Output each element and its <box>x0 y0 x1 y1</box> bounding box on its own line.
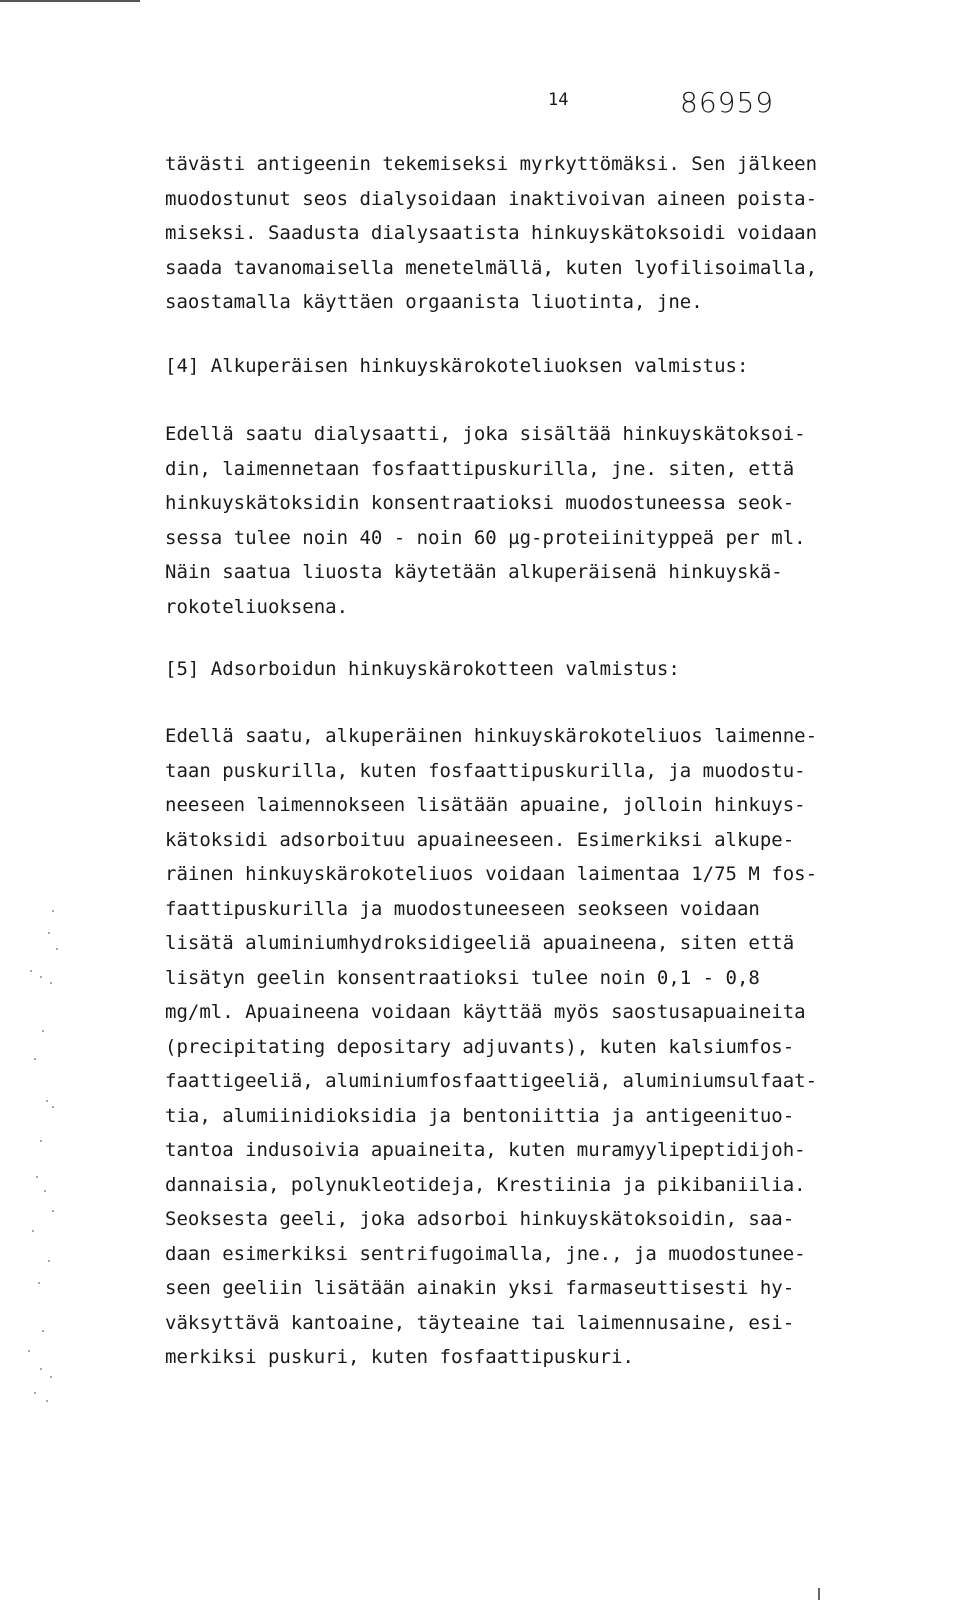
scan-margin-specks <box>22 910 62 1410</box>
document-number: 86959 <box>680 86 775 119</box>
section-heading-4: [4] Alkuperäisen hinkuyskärokoteliuoksen valmistus: <box>165 355 749 377</box>
scan-bottom-mark <box>818 1588 820 1600</box>
page-number: 14 <box>548 90 569 110</box>
section-heading-5: [5] Adsorboidun hinkuyskärokotteen valmistus: <box>165 658 680 680</box>
scan-top-rule <box>0 0 140 2</box>
body-paragraph-1: tävästi antigeenin tekemiseksi myrkyttömäksi. Sen jälkeen muodostunut seos dialysoidaan inaktivoivan aineen poista- miseksi. Saadusta dialysaatista hinkuyskätoksoidi voidaan saada tavanomaisella menetelmällä, kuten lyofilisoimalla, saostamalla käyttäen orgaanista liuotinta, jne. <box>165 153 818 313</box>
body-paragraph-4: Edellä saatu dialysaatti, joka sisältää hinkuyskätoksoi- din, laimennetaan fosfaattipuskurilla, jne. siten, että hinkuyskätoksidin konsentraatioksi muodostuneessa seok- sessa tulee noin 40 - noin 60 µg-proteiinityppeä per ml. Näin saatua liuosta käytetään alkuperäisenä hinkuyskä- rokoteliuoksena. <box>165 423 806 618</box>
body-paragraph-5: Edellä saatu, alkuperäinen hinkuyskärokoteliuos laimenne- taan puskurilla, kuten fosfaattipuskurilla, ja muodostu- neeseen laimennokseen lisätään apuaine, jolloin hinkuys- kätoksidi adsorboituu apuaineeseen. Esimerkiksi alkupe- räinen hinkuyskärokoteliuos voidaan laimentaa 1/75 M fos- faattipuskurilla ja muodostuneeseen seokseen voidaan lisätä aluminiumhydroksidigeeliä apuaineena, siten että lisätyn geelin konsentraatioksi tulee noin 0,1 - 0,8 mg/ml. Apuaineena voidaan käyttää myös saostusapuaineita (precipitating depositary adjuvants), kuten kalsiumfos- faattigeeliä, aluminiumfosfaattigeeliä, aluminiumsulfaat- tia, alumiinidioksidia ja bentoniittia ja antigeenituo- tantoa indusoivia apuaineita, kuten muramyylipeptidijoh- dannaisia, polynukleotideja, Krestiinia ja pikibaniilia. Seoksesta geeli, joka adsorboi hinkuyskätoksoidin, saa- daan esimerkiksi sentrifugoimalla, jne., ja muodostunee- seen geeliin lisätään ainakin yksi farmaseuttisesti hy- väksyttävä kantoaine, täyteaine tai laimennusaine, esi- merkiksi puskuri, kuten fosfaattipuskuri. <box>165 725 818 1368</box>
